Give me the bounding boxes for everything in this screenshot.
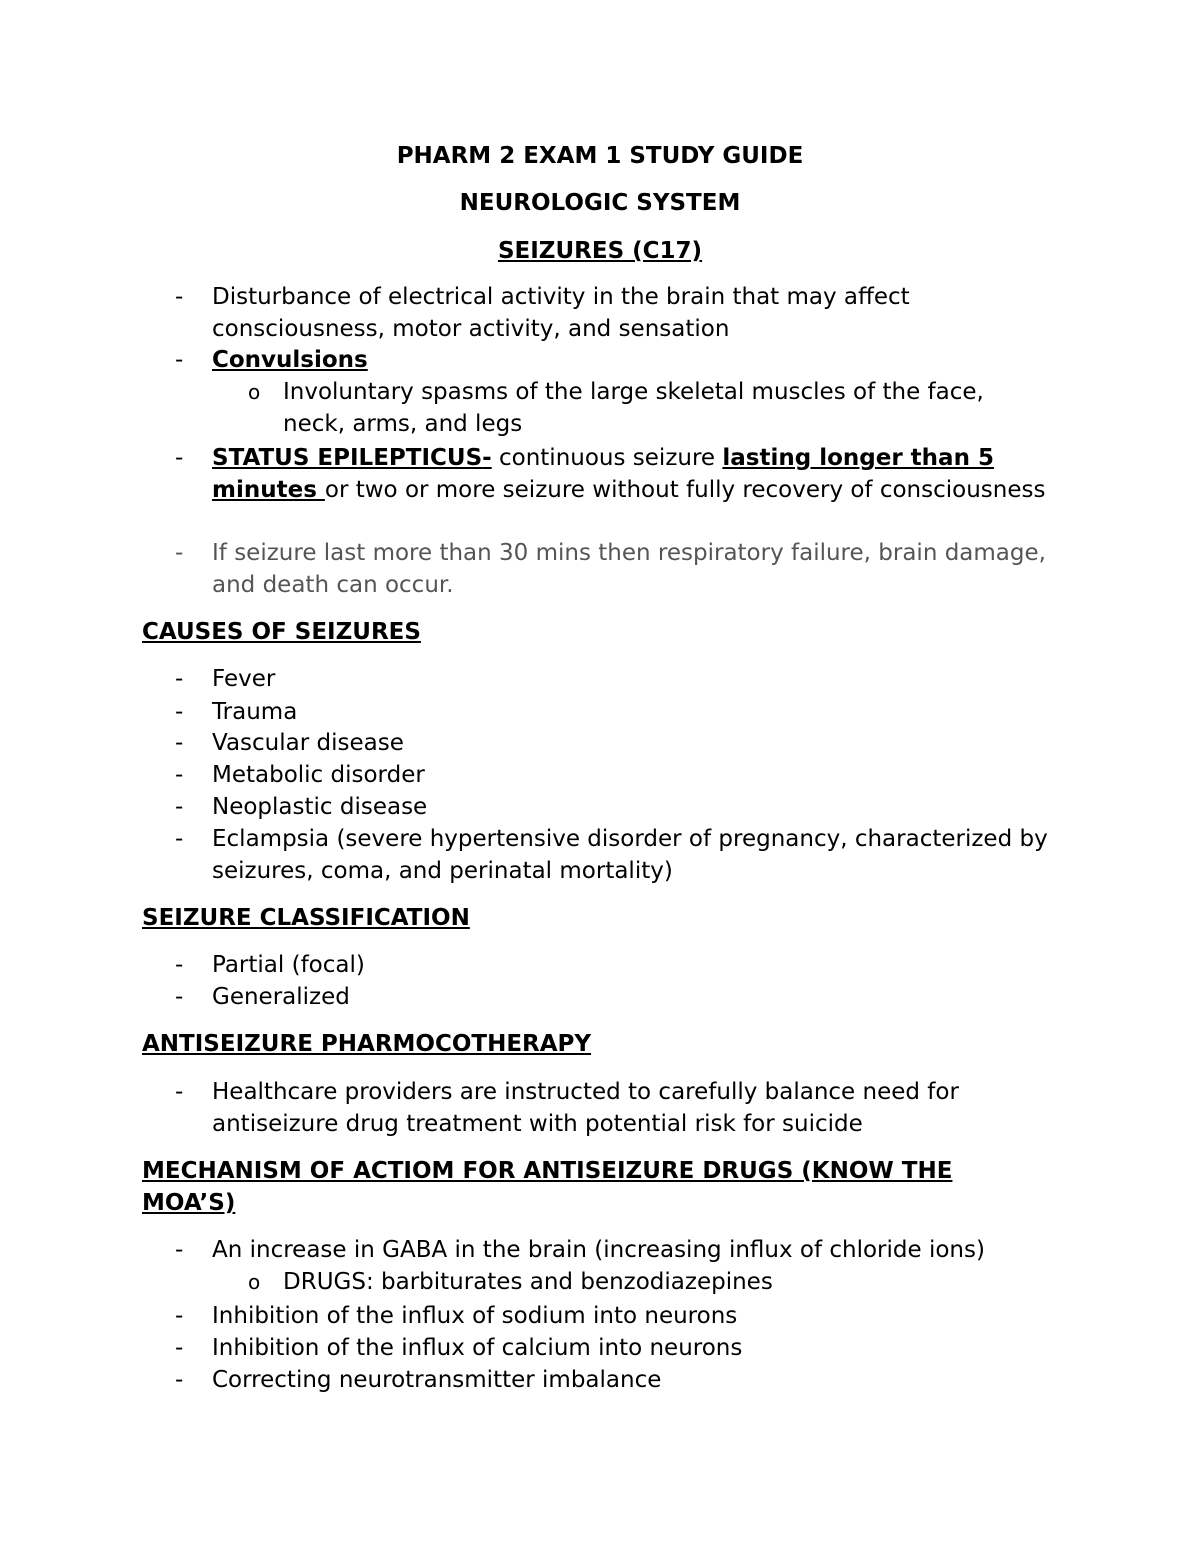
pharmacotherapy-item: Healthcare providers are instructed to carefully balance need for antiseizure drug treatment with potential risk for suicide <box>212 1079 959 1137</box>
dash-marker: - <box>175 1335 184 1361</box>
convulsions-detail: Involuntary spasms of the large skeletal muscles of the face, neck, arms, and legs <box>283 379 984 437</box>
dash-marker: - <box>175 284 184 310</box>
causes-heading: CAUSES OF SEIZURES <box>142 619 421 645</box>
classification-item: Generalized <box>212 984 350 1010</box>
list-item <box>175 442 1052 506</box>
seizures-heading-wrap <box>0 235 1200 267</box>
dash-marker: - <box>175 794 184 820</box>
circle-marker: o <box>248 1270 261 1294</box>
status-dash: - <box>482 445 492 471</box>
list-item <box>175 823 1052 887</box>
convulsions-label: Convulsions <box>212 347 368 373</box>
list-item <box>175 1234 1052 1266</box>
dash-marker: - <box>175 1237 184 1263</box>
list-item <box>175 791 1052 823</box>
cause-item: Neoplastic disease <box>212 794 428 820</box>
cause-item: Metabolic disorder <box>212 762 425 788</box>
gaba-drugs: DRUGS: barbiturates and benzodiazepines <box>283 1269 773 1295</box>
mechanism-item: Correcting neurotransmitter imbalance <box>212 1367 662 1393</box>
classification-item: Partial (focal) <box>212 952 365 978</box>
status-emphasis: lasting longer than 5 minutes <box>212 445 994 503</box>
list-item <box>175 696 1052 728</box>
status-epilepticus-label: STATUS EPILEPTICUS <box>212 445 483 471</box>
document-title: PHARM 2 EXAM 1 STUDY GUIDE <box>396 143 804 169</box>
dash-marker: - <box>175 826 184 852</box>
cause-item: Fever <box>212 666 276 692</box>
dash-marker: - <box>175 445 184 471</box>
mechanism-item: An increase in GABA in the brain (increasing influx of chloride ions) <box>212 1237 985 1263</box>
dash-marker: - <box>175 952 184 978</box>
seizures-heading: SEIZURES (C17) <box>497 238 703 264</box>
dash-marker: - <box>175 1303 184 1329</box>
dash-marker: - <box>175 699 184 725</box>
dash-marker: - <box>175 666 184 692</box>
list-item <box>175 1364 1052 1396</box>
document-subtitle: NEUROLOGIC SYSTEM <box>459 190 741 216</box>
dash-marker: - <box>175 540 184 566</box>
cause-item: Trauma <box>212 699 298 725</box>
mechanism-item: Inhibition of the influx of calcium into neurons <box>212 1335 743 1361</box>
cause-item: Eclampsia (severe hypertensive disorder of pregnancy, characterized by seizures, coma, and perinatal mortality) <box>212 826 1048 884</box>
status-text-2: or two or more seizure without fully recovery of consciousness <box>324 477 1046 503</box>
list-item <box>175 537 1052 601</box>
list-item <box>175 981 1052 1013</box>
pharmacotherapy-heading: ANTISEIZURE PHARMOCOTHERAPY <box>142 1031 592 1057</box>
status-text-1: continuous seizure <box>491 445 723 471</box>
mechanism-heading-line-2: MOA’S) <box>142 1190 236 1216</box>
dash-marker: - <box>175 347 184 373</box>
dash-marker: - <box>175 730 184 756</box>
list-item <box>175 344 1052 376</box>
list-item <box>175 949 1052 981</box>
circle-marker: o <box>248 380 261 404</box>
list-item <box>175 1300 1052 1332</box>
dash-marker: - <box>175 1367 184 1393</box>
dash-marker: - <box>175 762 184 788</box>
sub-list-item <box>248 376 1043 440</box>
list-item <box>175 1332 1052 1364</box>
classification-heading: SEIZURE CLASSIFICATION <box>142 905 470 931</box>
dash-marker: - <box>175 984 184 1010</box>
cause-item: Vascular disease <box>212 730 404 756</box>
seizure-warning: If seizure last more than 30 mins then respiratory failure, brain damage, and death can occur. <box>212 540 1046 598</box>
mechanism-heading-line-1: MECHANISM OF ACTIOM FOR ANTISEIZURE DRUGS (KNOW THE <box>142 1158 953 1184</box>
mechanism-item: Inhibition of the influx of sodium into neurons <box>212 1303 738 1329</box>
seizure-definition: Disturbance of electrical activity in the brain that may affect consciousness, motor activity, and sensation <box>212 284 910 342</box>
list-item <box>175 727 1052 759</box>
list-item <box>175 281 1052 345</box>
dash-marker: - <box>175 1079 184 1105</box>
sub-list-item <box>248 1266 1043 1298</box>
list-item <box>175 663 1052 695</box>
list-item <box>175 1076 1052 1140</box>
list-item <box>175 759 1052 791</box>
